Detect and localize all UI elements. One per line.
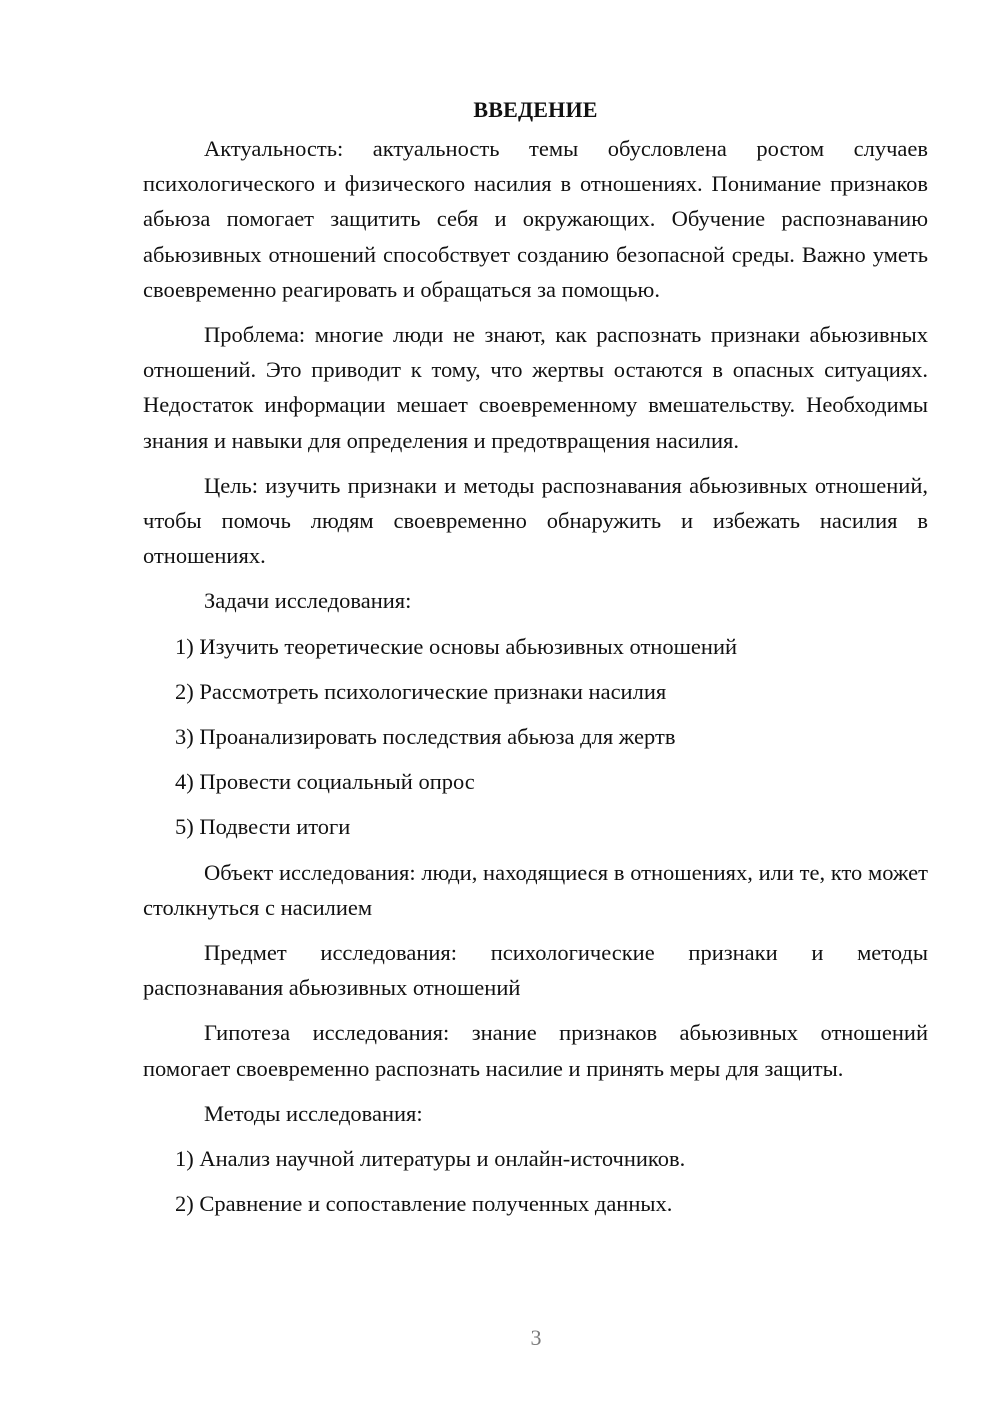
list-item: 1) Анализ научной литературы и онлайн-источников. <box>175 1146 686 1172</box>
problem-paragraph: Проблема: многие люди не знают, как распознать признаки абьюзивных отношений. Это приводит к тому, что жертвы остаются в опасных ситуациях. Недостаток информации мешает своевременному вмешательству. Необходимы знания и навыки для определения и предотвращения насилия. <box>143 322 928 453</box>
methods-heading: Методы исследования: <box>204 1100 423 1126</box>
list-item: 2) Рассмотреть психологические признаки насилия <box>175 678 667 704</box>
relevance-paragraph: Актуальность: актуальность темы обусловлена ростом случаев психологического и физического насилия в отношениях. Понимание признаков абьюза помогает защитить себя и окружающих. Обучение распознаванию абьюзивных отношений способствует созданию безопасной среды. Важно уметь своевременно реагировать и обращаться за помощью. <box>143 136 928 302</box>
page-content <box>143 95 928 1231</box>
hypothesis-paragraph: Гипотеза исследования: знание признаков абьюзивных отношений помогает своевременно распознать насилие и принять меры для защиты. <box>143 1020 928 1081</box>
page-number: 3 <box>530 1325 542 1350</box>
tasks-list <box>143 629 928 845</box>
goal-paragraph: Цель: изучить признаки и методы распознавания абьюзивных отношений, чтобы помочь людям своевременно обнаружить и избежать насилия в отношениях. <box>143 472 928 569</box>
list-item: 1) Изучить теоретические основы абьюзивных отношений <box>175 633 738 659</box>
object-paragraph: Объект исследования: люди, находящиеся в отношениях, или те, кто может столкнуться с насилием <box>143 859 928 920</box>
methods-list <box>143 1141 928 1221</box>
tasks-heading: Задачи исследования: <box>204 588 412 614</box>
page-title: ВВЕДЕНИЕ <box>473 97 598 122</box>
list-item: 3) Проанализировать последствия абьюза для жертв <box>175 724 676 750</box>
list-item: 2) Сравнение и сопоставление полученных данных. <box>175 1191 673 1217</box>
list-item: 4) Провести социальный опрос <box>175 769 475 795</box>
list-item: 5) Подвести итоги <box>175 814 351 840</box>
subject-paragraph: Предмет исследования: психологические признаки и методы распознавания абьюзивных отношений <box>143 940 928 1001</box>
